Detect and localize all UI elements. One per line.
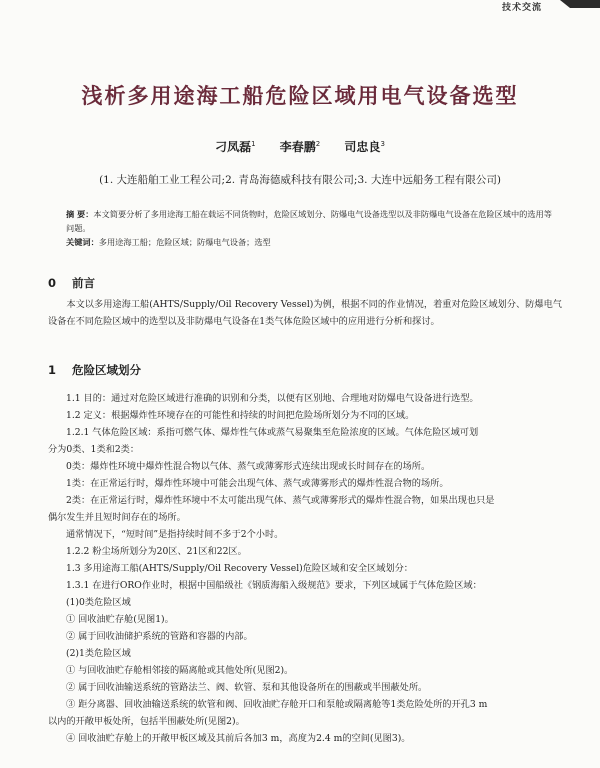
author: 司忠良$^3$: [344, 140, 385, 154]
section-heading: 0 前言: [48, 276, 95, 290]
body-line: 1.1 目的：通过对危险区域进行准确的识别和分类，以便有区别地、合理地对防爆电气设备进行选型。: [66, 393, 479, 404]
body-line: ③ 距分离器、回收油输送系统的软管和阀、回收油贮存舱开口和泵舱或隔离舱等1类危险处所的开孔3 m: [66, 699, 488, 710]
affiliations: (1. 大连船舶工业工程公司;2. 青岛海德威科技有限公司;3. 大连中远船务工程有限公司): [99, 174, 501, 186]
author: 刁凤磊$^1$: [215, 140, 256, 154]
body-line: 2类：在正常运行时，爆炸性环境中不太可能出现气体、蒸气或薄雾形式的爆炸性混合物，如果出现也只是: [66, 495, 495, 506]
abstract-text: 本文简要分析了多用途海工船在载运不同货物时，危险区域划分、防爆电气设备选型以及非防爆电气设备在危险区域中的选用等问题。: [66, 209, 552, 233]
journal-section-label: 技术交流: [501, 3, 542, 13]
author: 李春鹏$^2$: [279, 140, 321, 154]
body-line: 偶尔发生并且短时间存在的场所。: [48, 512, 186, 523]
author-list: [0, 138, 600, 155]
body-line: 1.3.1 在进行ORO作业时，根据中国船级社《钢质海船入级规范》要求，下列区域属于气体危险区域：: [66, 580, 482, 591]
body-line: ① 与回收油贮存舱相邻接的隔离舱或其他处所(见图2)。: [66, 665, 294, 676]
body-line: 0类：爆炸性环境中爆炸性混合物以气体、蒸气或薄雾形式连续出现或长时间存在的场所。: [66, 461, 431, 472]
body-line: 分为0类、1类和2类：: [48, 444, 140, 455]
abstract-block: [66, 207, 552, 249]
body-line: ① 回收油贮存舱(见图1)。: [66, 614, 174, 625]
body-line: (2)1类危险区域: [66, 648, 131, 659]
body-line: ② 属于回收油输送系统的管路法兰、阀、软管、泵和其他设备所在的围蔽或半围蔽处所。: [66, 682, 428, 693]
running-header: [0, 0, 600, 12]
body-line: 1类：在正常运行时，爆炸性环境中可能会出现气体、蒸气或薄雾形式的爆炸性混合物的场所。: [66, 478, 449, 489]
body-line: 以内的开敞甲板处所，包括半围蔽处所(见图2)。: [48, 716, 245, 727]
body-line: ④ 回收油贮存舱上的开敞甲板区域及其前后各加3 m，高度为2.4 m的空间(见图3)。: [66, 733, 411, 744]
abstract-label: 摘 要：: [66, 209, 94, 219]
body-line: ② 属于回收油储护系统的管路和容器的内部。: [66, 631, 253, 642]
keywords-text: 多用途海工船；危险区域；防爆电气设备；选型: [98, 237, 271, 247]
body-line: 1.2.2 粉尘场所划分为20区、21区和22区。: [66, 546, 247, 557]
body-line: 1.3 多用途海工船(AHTS/Supply/Oil Recovery Vessel)危险区域和安全区域划分：: [66, 563, 413, 574]
body-line: 1.2.1 气体危险区域：系指可燃气体、爆炸性气体或蒸气易聚集至危险浓度的区域。气体危险区域可划: [66, 427, 479, 438]
keywords-label: 关键词：: [66, 237, 99, 247]
paper-title: 浅析多用途海工船危险区域用电气设备选型: [81, 83, 519, 108]
body-line: (1)0类危险区域: [66, 597, 131, 608]
body-line: 1.2 定义：根据爆炸性环境存在的可能性和持续的时间把危险场所划分为不同的区域。: [66, 410, 415, 421]
intro-paragraph: 本文以多用途海工船(AHTS/Supply/Oil Recovery Vessel)为例，根据不同的作业情况，着重对危险区域划分、防爆电气设备在不同危险区域中的选型以及非防爆电气设备在1类气体危险区域中的应用进行分析和探讨。: [48, 299, 562, 327]
header-decoration: [560, 0, 600, 8]
section-heading: 1 危险区域划分: [48, 363, 141, 377]
body-line: 通常情况下，“短时间”是指持续时间不多于2个小时。: [66, 529, 284, 540]
